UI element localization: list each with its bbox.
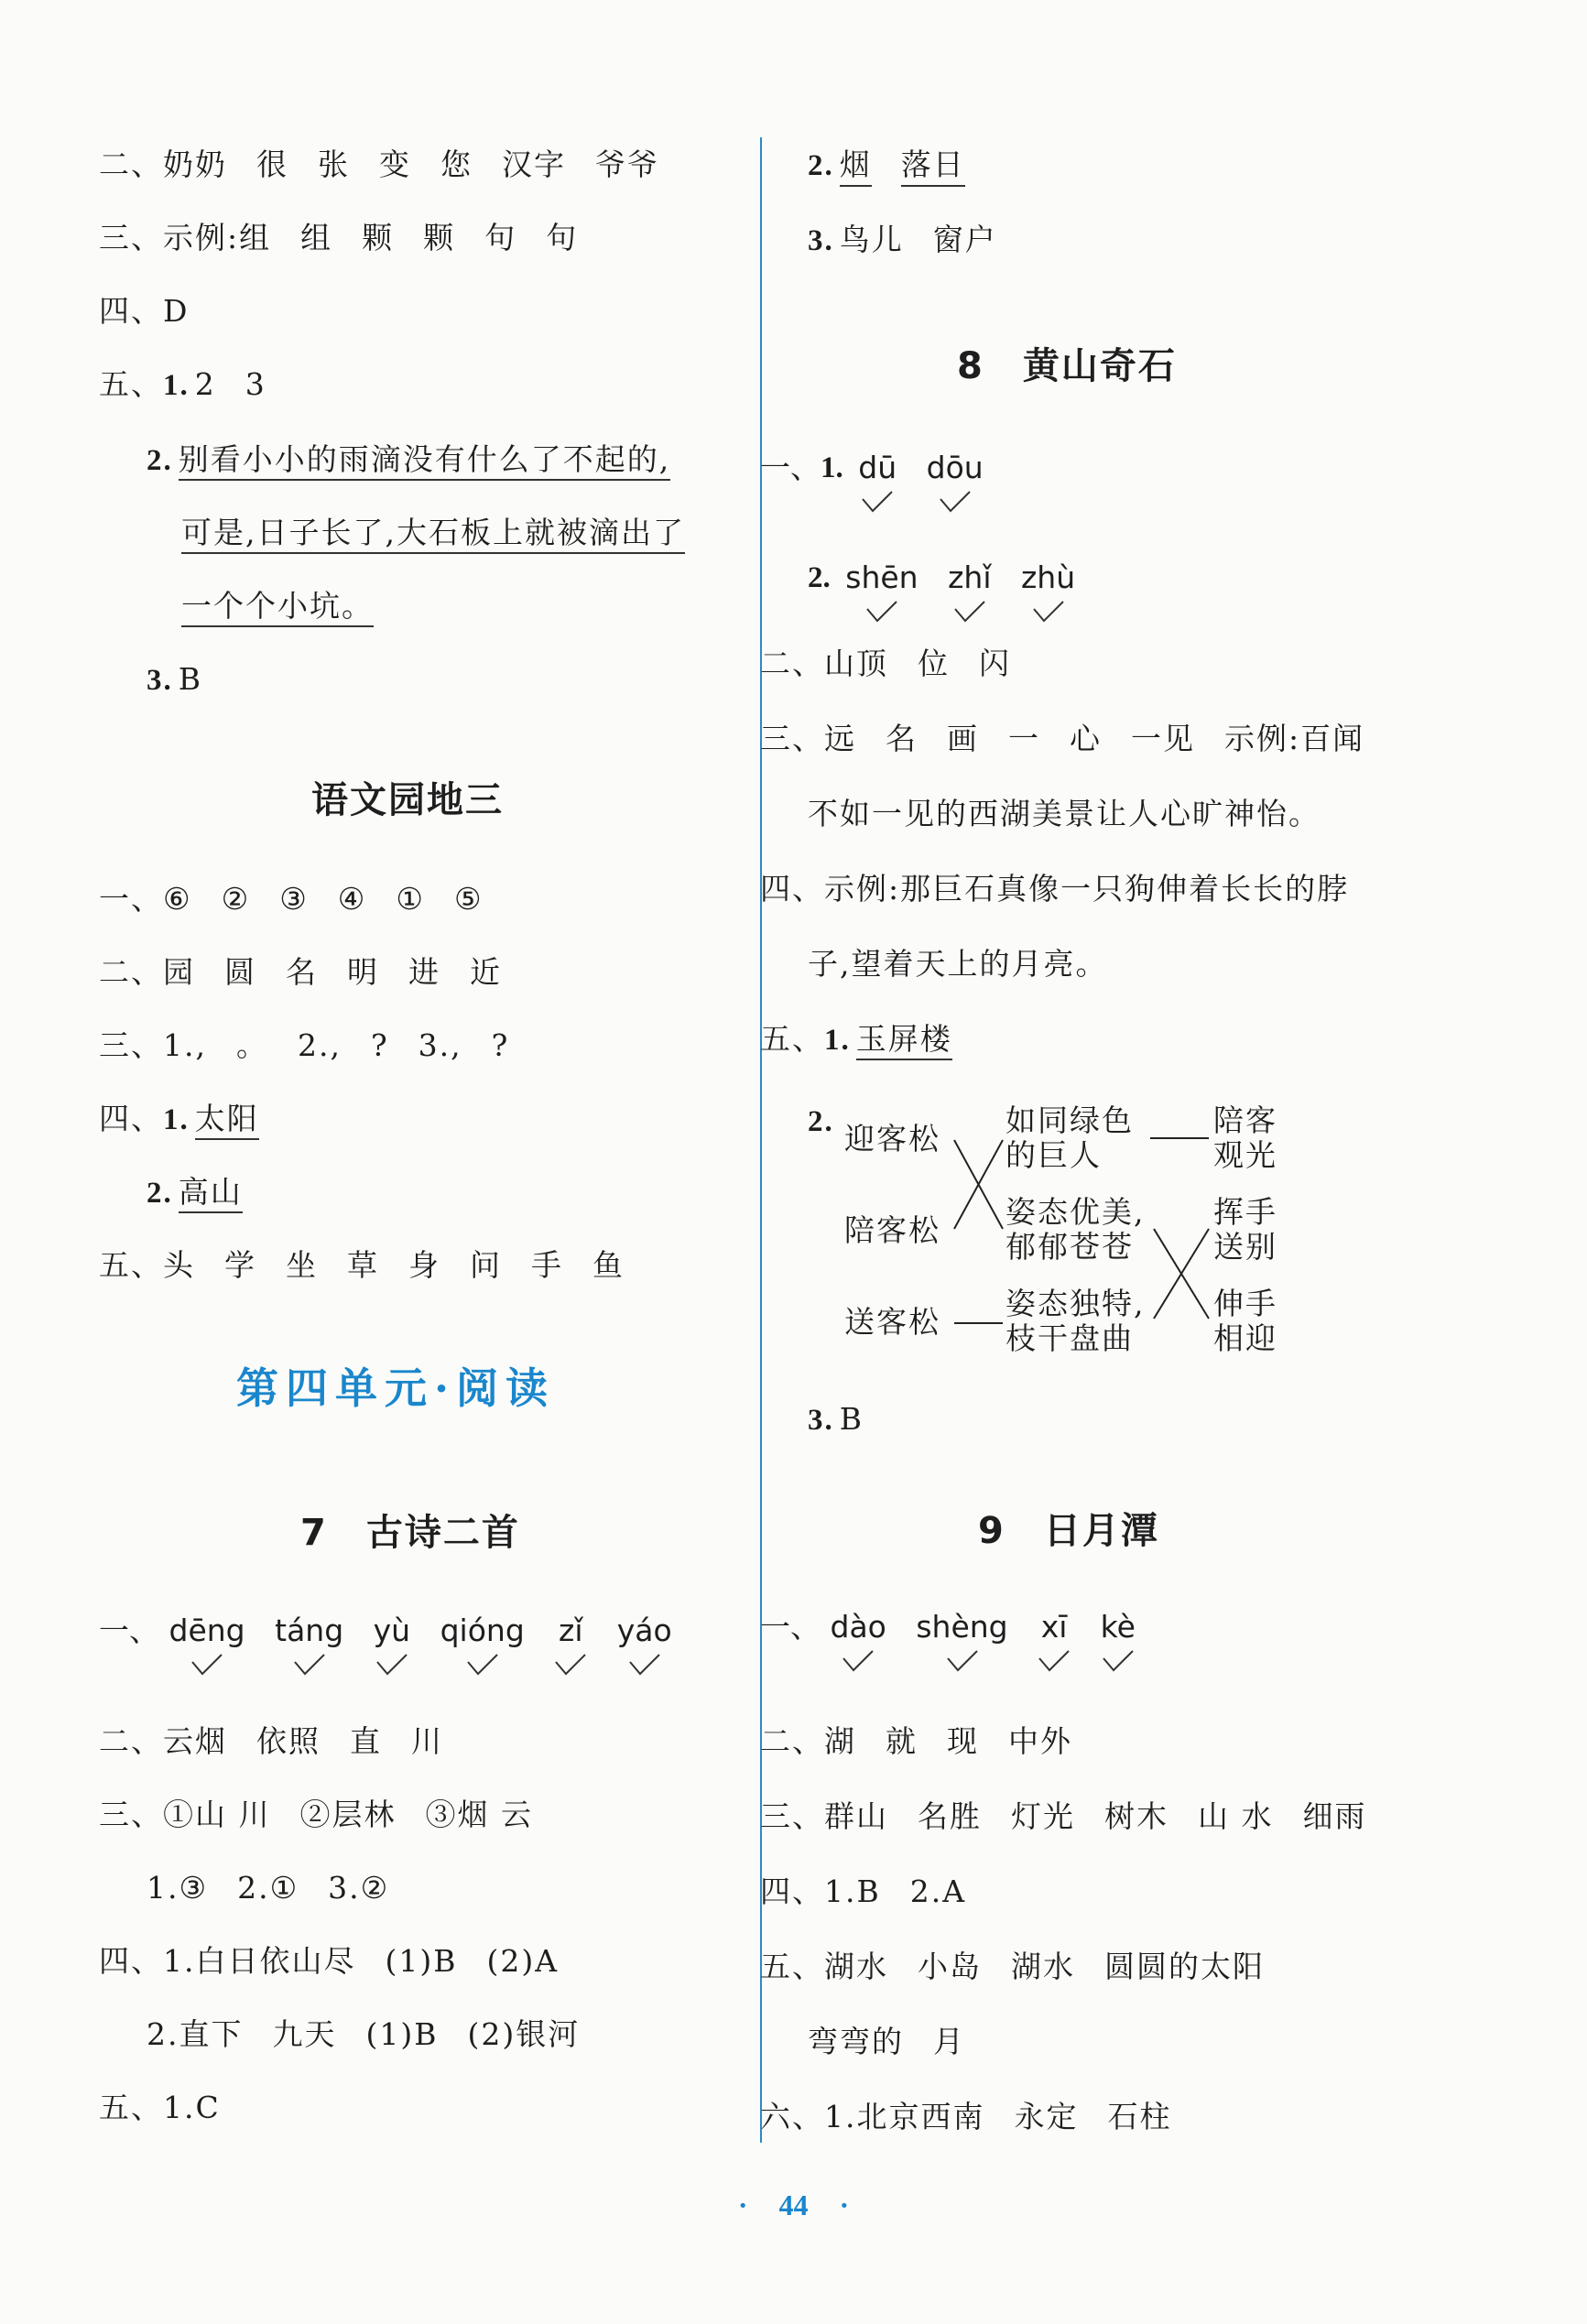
answer-item: 灯光: [1011, 1798, 1075, 1834]
answer-line: [147, 1174, 243, 1211]
answer-item: 身: [408, 1247, 440, 1283]
answer-item: B: [839, 1401, 864, 1437]
answer-line: [99, 1247, 625, 1284]
answer-item: ?: [491, 1027, 510, 1063]
sub-question-number: 2.: [808, 149, 834, 182]
underlined-answer: 太阳: [195, 1101, 259, 1140]
question-number: 四、: [99, 1943, 163, 1979]
answer-item: 1.,: [163, 1027, 207, 1063]
answer-item: 爷爷: [595, 147, 659, 182]
answer-item: 草: [347, 1247, 379, 1283]
question-number: 三、: [99, 220, 163, 255]
underlined-answer: 烟: [840, 147, 872, 187]
answer-item: 就: [886, 1723, 918, 1759]
answer-item: ②: [221, 881, 251, 917]
pinyin-text: dēng: [168, 1613, 245, 1648]
match-text: 的巨人: [1005, 1137, 1102, 1173]
answer-line: [147, 441, 670, 479]
match-text: 姿态优美,: [1005, 1194, 1146, 1230]
question-number: 二、: [99, 954, 163, 990]
match-text: 如同绿色: [1005, 1102, 1134, 1138]
answer-item: 圆圆的太阳: [1104, 1949, 1265, 1984]
sub-question-number: 2.: [808, 561, 831, 594]
pinyin-text: yáo: [616, 1613, 672, 1648]
answer-item: ⑤: [453, 881, 484, 917]
answer-item: ⑥: [163, 881, 192, 917]
answer-item: 群山: [824, 1798, 888, 1834]
answer-item: (1)B: [365, 2016, 439, 2052]
underlined-answer: 玉屏楼: [856, 1021, 952, 1060]
answer-item: 进: [408, 954, 440, 990]
match-text: 相迎: [1213, 1320, 1277, 1356]
match-text: 陪客: [1213, 1102, 1277, 1138]
pinyin-item: [275, 1613, 343, 1676]
answer-item: 手: [531, 1247, 563, 1283]
answer-item: 直: [350, 1723, 382, 1759]
answer-item: 汉字: [502, 147, 566, 182]
question-number: 一、: [99, 1613, 159, 1648]
answer-item: 1.白日依山尽: [163, 1943, 356, 1979]
answer-item: 石柱: [1107, 2099, 1172, 2134]
pinyin-item: [440, 1613, 525, 1676]
match-text: 郁郁苍苍: [1005, 1229, 1134, 1265]
question-number: 五、: [760, 1949, 824, 1984]
check-icon: [440, 1648, 525, 1676]
answer-line: [99, 881, 484, 918]
answer-line: [181, 588, 374, 624]
answer-item: 1.北京西南: [824, 2099, 985, 2134]
answer-item: 2: [194, 366, 216, 402]
answer-item: 细雨: [1302, 1798, 1367, 1834]
question-number: 二、: [760, 1723, 824, 1759]
answer-item: 变: [379, 147, 411, 182]
check-icon: [916, 1645, 1007, 1672]
answer-item: 2.,: [297, 1027, 342, 1063]
answer-item: 1.B: [824, 1873, 881, 1909]
answer-item: 九天: [272, 2016, 337, 2052]
dot-icon: ·: [839, 2188, 850, 2221]
answer-item: 云烟: [163, 1723, 227, 1759]
answer-line: [99, 1101, 259, 1138]
sub-question-number: 1.: [821, 451, 843, 484]
answer-item: ③烟 云: [425, 1797, 533, 1832]
answer-item: 位: [918, 646, 950, 681]
check-icon: [1038, 1645, 1071, 1672]
answer-line: [760, 1873, 966, 1910]
answer-item: 明: [347, 954, 379, 990]
answer-line: [147, 1870, 389, 1906]
answer-item: 依照: [256, 1723, 321, 1759]
pinyin-text: zhǐ: [948, 559, 992, 595]
answer-item: 不如一见的西湖美景让人心旷神怡。: [808, 796, 1321, 831]
pinyin-item: [916, 1610, 1007, 1672]
check-icon: [275, 1648, 343, 1676]
answer-item: (1)B: [385, 1943, 458, 1979]
pinyin-text: táng: [275, 1613, 344, 1648]
answer-item: 奶奶: [163, 147, 227, 182]
answer-item: 弯弯的: [808, 2024, 904, 2059]
answer-item: ①山 川: [163, 1797, 271, 1832]
dot-icon: ·: [737, 2188, 748, 2221]
answer-item: 句: [546, 220, 579, 255]
answer-item: 名胜: [918, 1798, 982, 1834]
answer-line: [808, 2024, 965, 2060]
unit-title: 第四单元·阅读: [236, 1363, 556, 1413]
answer-line: [99, 293, 189, 330]
answer-item: 鸟儿: [839, 222, 904, 257]
pinyin-item: [374, 1613, 410, 1676]
answer-line: [99, 220, 578, 256]
answer-item: 2.A: [909, 1873, 967, 1909]
match-left-item: 陪客松: [844, 1212, 940, 1248]
answer-item: 湖水: [1011, 1949, 1075, 1984]
pinyin-item: [169, 1613, 245, 1676]
answer-item: ③: [279, 881, 309, 917]
answer-item: (2)A: [486, 1943, 560, 1979]
answer-item: 画: [947, 721, 979, 756]
answer-line: [808, 1401, 864, 1439]
answer-item: 窗户: [932, 222, 997, 257]
answer-item: 问: [470, 1247, 502, 1283]
answer-line: [99, 2090, 221, 2126]
page-number-text: 44: [778, 2188, 809, 2221]
lesson-title: 9 日月潭: [978, 1510, 1159, 1552]
question-number: 四、: [760, 1873, 824, 1909]
answer-item: 山顶: [824, 646, 888, 681]
answer-item: 。: [235, 1027, 268, 1063]
question-number: 六、: [760, 2099, 824, 2134]
sub-question-number: 3.: [147, 664, 173, 697]
answer-item: ④: [337, 881, 367, 917]
underlined-answer: 高山: [179, 1174, 243, 1213]
answer-item: ②层林: [299, 1797, 397, 1832]
answer-item: 心: [1070, 721, 1102, 756]
answer-item: 近: [470, 954, 502, 990]
answer-item: 园: [163, 954, 195, 990]
answer-line: [99, 366, 266, 404]
sub-question-number: 2.: [147, 444, 173, 477]
pinyin-text: dū: [858, 450, 897, 485]
answer-item: 小岛: [918, 1949, 982, 1984]
pinyin-item: [831, 1610, 886, 1672]
answer-item: 远: [824, 721, 856, 756]
answer-line: [181, 515, 685, 551]
match-left-item: 迎客松: [844, 1121, 940, 1157]
answer-item: 树木: [1104, 1798, 1169, 1834]
answer-item: 永定: [1014, 2099, 1079, 2134]
pinyin-text: shèng: [916, 1609, 1008, 1645]
answer-item: 2.①: [237, 1870, 299, 1906]
answer-item: 一见: [1131, 721, 1195, 756]
question-number: 四、: [760, 871, 824, 907]
match-text: 送别: [1213, 1229, 1277, 1265]
underlined-answer: 落日: [901, 147, 965, 187]
answer-line: [760, 2099, 1172, 2135]
pinyin-item: [617, 1613, 672, 1676]
answer-item: 示例:组: [163, 220, 272, 255]
underlined-answer: 别看小小的雨滴没有什么了不起的,: [179, 441, 671, 481]
question-number: 三、: [99, 1027, 163, 1063]
answer-item: ①: [396, 881, 425, 917]
question-number: 五、: [99, 2090, 163, 2125]
matching-lines: [760, 0, 1438, 1374]
sub-question-number: 3.: [808, 1404, 834, 1437]
answer-item: 名: [286, 954, 318, 990]
check-icon: [1101, 1645, 1136, 1672]
question-number: 二、: [99, 1723, 163, 1759]
answer-line: [99, 1027, 509, 1064]
answer-item: 颗: [423, 220, 456, 255]
pinyin-text: dōu: [926, 450, 984, 485]
answer-item: 湖: [824, 1723, 856, 1759]
answer-item: 闪: [979, 646, 1011, 681]
question-number: 三、: [99, 1797, 163, 1832]
pinyin-row: [760, 1610, 1156, 1680]
answer-item: B: [178, 661, 203, 697]
underlined-answer: 一个个小坑。: [181, 588, 374, 627]
answer-line: [99, 954, 502, 991]
question-number: 四、: [99, 293, 163, 329]
question-number: 二、: [99, 147, 163, 182]
answer-line: [760, 1723, 1072, 1760]
pinyin-text: zǐ: [559, 1613, 583, 1648]
answer-item: 学: [224, 1247, 256, 1283]
match-text: 姿态独特,: [1005, 1286, 1146, 1321]
answer-item: 川: [411, 1723, 443, 1759]
answer-item: 很: [256, 147, 288, 182]
match-text: 观光: [1213, 1137, 1277, 1173]
check-icon: [831, 1645, 886, 1672]
page-number: [0, 2188, 1587, 2222]
sub-question-number: 1.: [163, 369, 190, 402]
check-icon: [554, 1648, 587, 1676]
pinyin-text: qióng: [440, 1613, 525, 1648]
pinyin-row: [99, 1613, 692, 1684]
answer-line: [99, 147, 659, 183]
answer-line: [99, 1723, 443, 1760]
answer-item: 山 水: [1198, 1798, 1274, 1834]
match-text: 枝干盘曲: [1005, 1320, 1134, 1356]
answer-item: 示例:百闻: [1224, 721, 1365, 756]
question-number: 二、: [760, 646, 824, 681]
check-icon: [374, 1648, 410, 1676]
lesson-title: 7 古诗二首: [300, 1512, 520, 1554]
answer-item: 子,望着天上的月亮。: [808, 946, 1108, 982]
question-number: 四、: [99, 1101, 163, 1136]
answer-item: 圆: [224, 954, 256, 990]
answer-item: 张: [318, 147, 350, 182]
check-icon: [169, 1648, 245, 1676]
answer-item: ?: [370, 1027, 389, 1063]
section-title: 语文园地三: [311, 779, 504, 821]
question-number: 三、: [760, 1798, 824, 1834]
answer-item: 1.③: [147, 1870, 209, 1906]
answer-item: 3.,: [418, 1027, 462, 1063]
answer-item: 2.直下: [147, 2016, 244, 2052]
sub-question-number: 3.: [808, 224, 834, 257]
answer-item: 一: [1008, 721, 1040, 756]
question-number: 五、: [99, 366, 163, 402]
answer-item: 3: [245, 366, 266, 402]
answer-item: 颗: [362, 220, 395, 255]
answer-item: 现: [947, 1723, 979, 1759]
answer-line: [147, 661, 202, 699]
answer-item: (2)银河: [467, 2016, 581, 2052]
answer-line: [99, 1797, 533, 1833]
answer-item: 1.C: [163, 2090, 221, 2125]
answer-item: D: [163, 293, 190, 329]
match-text: 伸手: [1213, 1286, 1277, 1321]
question-number: 五、: [760, 1021, 824, 1057]
sub-question-number: 2.: [808, 1105, 834, 1138]
pinyin-text: zhù: [1020, 559, 1076, 595]
match-text: 挥手: [1213, 1194, 1277, 1230]
sub-question-number: 1.: [163, 1103, 190, 1136]
answer-item: 示例:那巨石真像一只狗伸着长长的脖: [824, 871, 1350, 907]
answer-item: 鱼: [592, 1247, 625, 1283]
question-number: 三、: [760, 721, 824, 756]
pinyin-text: shēn: [845, 559, 919, 595]
question-number: 一、: [760, 1609, 821, 1645]
sub-question-number: 1.: [824, 1024, 851, 1057]
answer-line: [760, 1949, 1265, 1985]
question-number: 一、: [99, 881, 163, 917]
pinyin-text: dào: [830, 1609, 886, 1645]
answer-item: 坐: [286, 1247, 318, 1283]
answer-item: 句: [484, 220, 517, 255]
answer-item: 湖水: [824, 1949, 888, 1984]
pinyin-text: xī: [1040, 1609, 1068, 1645]
question-number: 一、: [760, 450, 821, 485]
match-left-item: 送客松: [844, 1304, 940, 1340]
pinyin-item: [554, 1613, 587, 1676]
lesson-title: 8 黄山奇石: [957, 345, 1177, 387]
pinyin-item: [1038, 1610, 1071, 1672]
answer-item: 名: [886, 721, 918, 756]
answer-item: 您: [440, 147, 473, 182]
pinyin-item: [1101, 1610, 1136, 1672]
question-number: 五、: [99, 1247, 163, 1283]
answer-line: [99, 1943, 559, 1980]
pinyin-text: kè: [1100, 1609, 1136, 1645]
answer-item: 3.②: [328, 1870, 390, 1906]
answer-item: 头: [163, 1247, 195, 1283]
answer-item: 组: [300, 220, 333, 255]
answer-line: [760, 1798, 1367, 1835]
sub-question-number: 2.: [147, 1177, 173, 1210]
underlined-answer: 可是,日子长了,大石板上就被滴出了: [181, 515, 685, 554]
pinyin-text: yù: [373, 1613, 411, 1648]
answer-item: 中外: [1008, 1723, 1072, 1759]
answer-item: 月: [933, 2024, 965, 2059]
check-icon: [617, 1648, 672, 1676]
answer-line: [147, 2016, 580, 2053]
